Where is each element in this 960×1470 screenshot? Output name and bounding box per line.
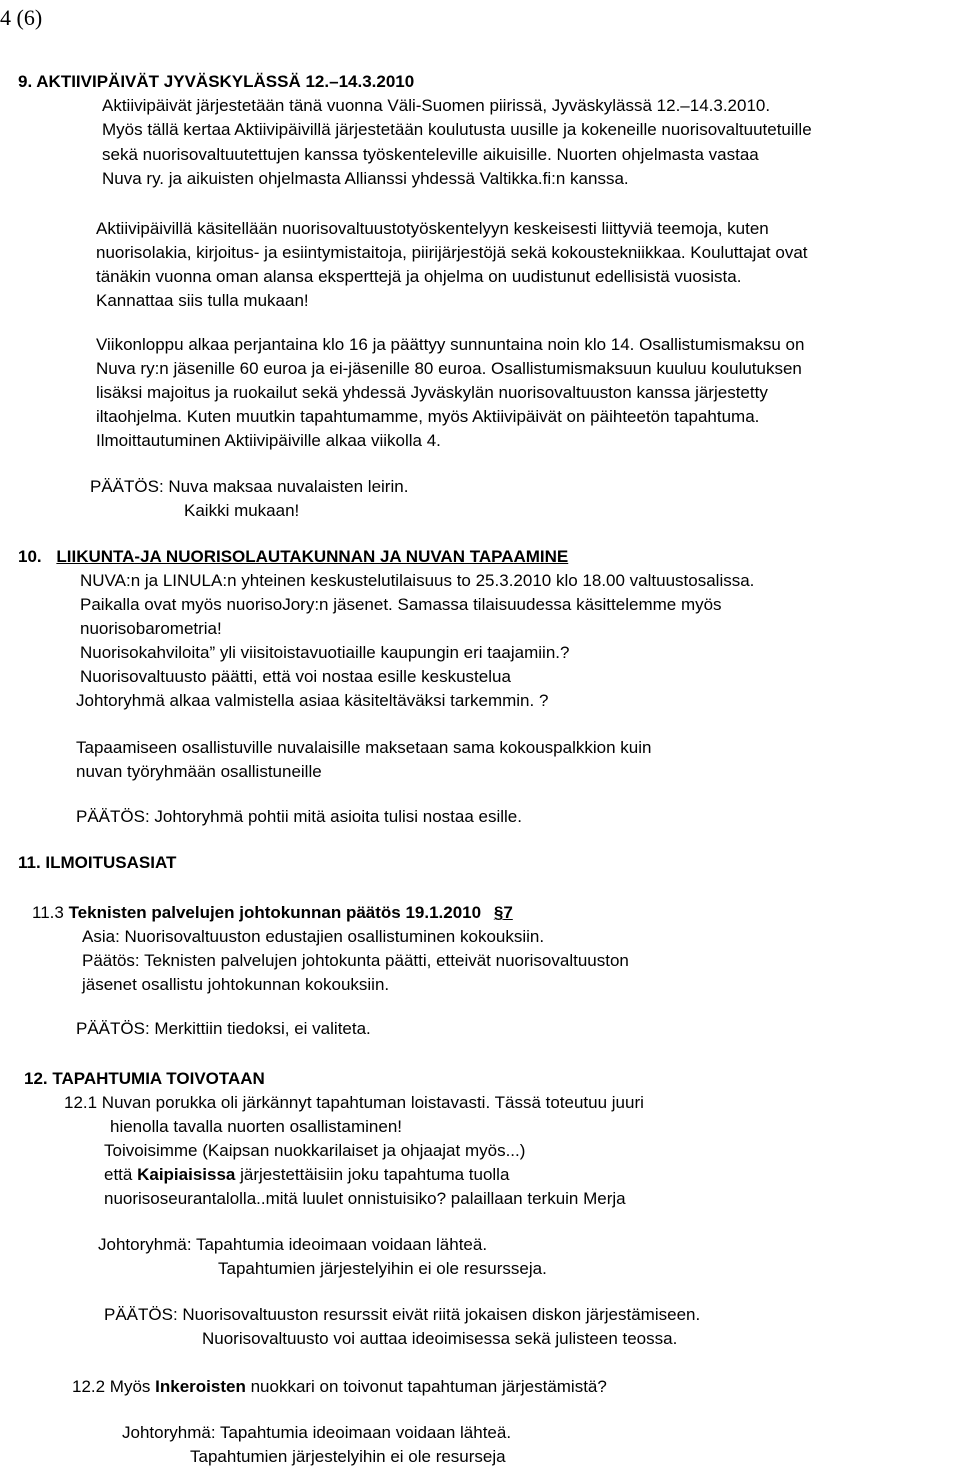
s10-line: nuorisobarometria!	[80, 619, 222, 638]
s12-text: järjestettäisiin joku tapahtuma tuolla	[235, 1165, 510, 1184]
s12-text: että	[104, 1165, 138, 1184]
s9-paragraph-line: Kannattaa siis tulla mukaan!	[96, 291, 309, 310]
s12-place-name: Inkeroisten	[155, 1377, 246, 1396]
s10-line: Paikalla ovat myös nuorisoJory:n jäsenet. Samassa tilaisuudessa käsittelemme myös	[80, 595, 722, 614]
s12-line: nuorisoseurantalolla..mitä luulet onnistuisiko? palaillaan terkuin Merja	[104, 1189, 626, 1208]
s10-decision: PÄÄTÖS: Johtoryhmä pohtii mitä asioita tulisi nostaa esille.	[76, 807, 522, 826]
s9-decision: PÄÄTÖS: Nuva maksaa nuvalaisten leirin.	[90, 477, 409, 496]
s12-line: Toivoisimme (Kaipsan nuokkarilaiset ja ohjaajat myös...)	[104, 1141, 526, 1160]
s9-paragraph-line: Viikonloppu alkaa perjantaina klo 16 ja päättyy sunnuntaina noin klo 14. Osallistumismaksu on	[96, 335, 805, 354]
s12-johtoryhma: Johtoryhmä: Tapahtumia ideoimaan voidaan lähteä.	[98, 1235, 488, 1254]
s12-2-johtoryhma: Johtoryhmä: Tapahtumia ideoimaan voidaan lähteä.	[122, 1423, 512, 1442]
s9-intro-line: Aktiivipäivät järjestetään tänä vuonna Väli-Suomen piirissä, Jyväskylässä 12.–14.3.2010.	[102, 96, 771, 115]
s11-subheading	[32, 902, 513, 924]
s11-line: jäsenet osallistu johtokunnan kokouksiin.	[82, 975, 390, 994]
s11-sub-paragraph: §7	[493, 903, 513, 922]
section-10-heading	[18, 546, 568, 568]
s12-johtoryhma-note: Tapahtumien järjestelyihin ei ole resursseja.	[218, 1259, 547, 1278]
s9-paragraph-line: Aktiivipäivillä käsitellään nuorisovaltuustotyöskentelyyn keskeisesti liittyviä teemoja, kuten	[96, 219, 769, 238]
s11-line: Päätös: Teknisten palvelujen johtokunta päätti, etteivät nuorisovaltuuston	[82, 951, 629, 970]
s10-line: Johtoryhmä alkaa valmistella asiaa käsiteltäväksi tarkemmin. ?	[76, 691, 549, 710]
s10-line: Nuorisovaltuusto päätti, että voi nostaa esille keskustelua	[80, 667, 511, 686]
s9-intro-line: sekä nuorisovaltuutettujen kanssa työskenteleville aikuisille. Nuorten ohjelmasta vastaa	[102, 145, 759, 164]
s11-line: Asia: Nuorisovaltuuston edustajien osallistuminen kokouksiin.	[82, 927, 545, 946]
s12-text: 12.2 Myös	[72, 1377, 156, 1396]
section-12-heading: 12. TAPAHTUMIA TOIVOTAAN	[24, 1069, 265, 1088]
s9-paragraph-line: tänäkin vuonna oman alansa eksperttejä ja ohjelma on uudistunut edellisistä vuosista.	[96, 267, 742, 286]
s11-decision: PÄÄTÖS: Merkittiin tiedoksi, ei valiteta.	[76, 1019, 371, 1038]
s10-line: NUVA:n ja LINULA:n yhteinen keskustelutilaisuus to 25.3.2010 klo 18.00 valtuustosalissa.	[80, 571, 755, 590]
s12-decision-note: Nuorisovaltuusto voi auttaa ideoimisessa sekä julisteen teossa.	[202, 1329, 678, 1348]
s12-place-name: Kaipiaisissa	[137, 1165, 236, 1184]
s12-text: nuokkari on toivonut tapahtuman järjestämistä?	[245, 1377, 607, 1396]
section-10-title: LIIKUNTA-JA NUORISOLAUTAKUNNAN JA NUVAN TAPAAMINE	[56, 547, 569, 566]
s10-line: Nuorisokahviloita” yli viisitoistavuotiaille kaupungin eri taajamiin.?	[80, 643, 570, 662]
s12-line: 12.1 Nuvan porukka oli järkännyt tapahtuman loistavasti. Tässä toteutuu juuri	[64, 1093, 644, 1112]
s9-paragraph-line: Ilmoittautuminen Aktiivipäiville alkaa viikolla 4.	[96, 431, 441, 450]
s9-paragraph-line: nuorisolakia, kirjoitus- ja esiintymistaitoja, piirijärjestöjä sekä kokoustekniikkaa. Kouluttajat ovat	[96, 243, 808, 262]
s9-paragraph-line: lisäksi majoitus ja ruokailut sekä yhdessä Jyväskylän nuorisovaltuuston kanssa järjestetty	[96, 383, 768, 402]
s11-sub-number: 11.3	[32, 903, 64, 922]
s9-decision-note: Kaikki mukaan!	[184, 501, 300, 520]
page-number: 4 (6)	[0, 5, 43, 30]
section-9-heading: 9. AKTIIVIPÄIVÄT JYVÄSKYLÄSSÄ 12.–14.3.2010	[18, 72, 415, 91]
s9-paragraph-line: Nuva ry:n jäsenille 60 euroa ja ei-jäsenille 80 euroa. Osallistumismaksuun kuuluu koulutuksen	[96, 359, 802, 378]
s9-paragraph-line: iltaohjelma. Kuten muutkin tapahtumamme, myös Aktiivipäivät on päihteetön tapahtuma.	[96, 407, 760, 426]
s11-sub-title: Teknisten palvelujen johtokunnan päätös 19.1.2010	[68, 903, 482, 922]
section-11-heading: 11. ILMOITUSASIAT	[18, 853, 177, 872]
s12-line: hienolla tavalla nuorten osallistaminen!	[110, 1117, 403, 1136]
s12-decision: PÄÄTÖS: Nuorisovaltuuston resurssit eivät riitä jokaisen diskon järjestämiseen.	[104, 1305, 701, 1324]
section-10-number: 10.	[18, 547, 42, 566]
s12-2-johtoryhma-note: Tapahtumien järjestelyihin ei ole resurseja	[190, 1447, 506, 1466]
s12-line	[104, 1164, 509, 1186]
s10-paragraph-line: Tapaamiseen osallistuville nuvalaisille maksetaan sama kokouspalkkion kuin	[76, 738, 652, 757]
s9-intro-line: Myös tällä kertaa Aktiivipäivillä järjestetään koulutusta uusille ja kokeneille nuorisovaltuutetuille	[102, 120, 812, 139]
s12-2-line	[72, 1376, 607, 1398]
s9-intro-line: Nuva ry. ja aikuisten ohjelmasta Allianssi yhdessä Valtikka.fi:n kanssa.	[102, 169, 629, 188]
s10-paragraph-line: nuvan työryhmään osallistuneille	[76, 762, 322, 781]
